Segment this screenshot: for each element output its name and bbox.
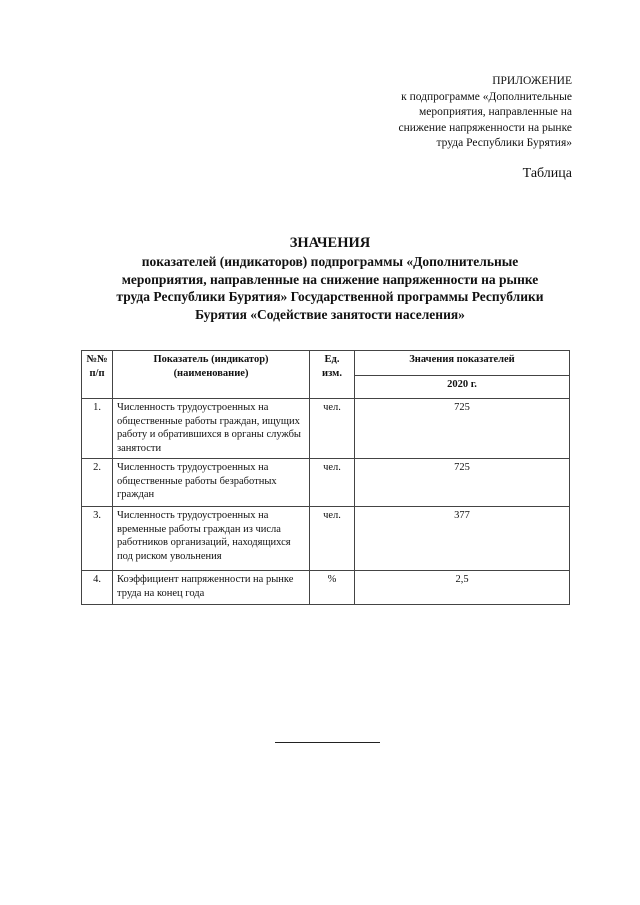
heading-subtitle-line: труда Республики Бурятия» Государственной программы Республики: [116, 289, 544, 304]
row-num: 3.: [82, 507, 113, 571]
table-row: [82, 459, 570, 507]
row-name: Численность трудоустроенных на общественные работы безработных граждан: [113, 459, 310, 507]
row-unit: %: [310, 571, 355, 605]
header-values: Значения показателей: [355, 351, 570, 376]
row-name: Коэффициент напряженности на рынке труда на конец года: [113, 571, 310, 605]
appendix-line: мероприятия, направленные на: [419, 106, 572, 118]
end-divider: [275, 742, 380, 743]
heading-subtitle-line: Бурятия «Содействие занятости населения»: [195, 306, 465, 322]
row-value: 377: [355, 507, 570, 571]
header-name: Показатель (индикатор) (наименование): [113, 351, 310, 399]
heading-subtitle-line: показателей (индикаторов) подпрограммы «Дополнительные: [141, 254, 519, 269]
row-unit: чел.: [310, 399, 355, 459]
row-name: Численность трудоустроенных на общественные работы граждан, ищущих работу и обратившихся в органы службы занятости: [113, 399, 310, 459]
row-unit: чел.: [310, 507, 355, 571]
appendix-title: ПРИЛОЖЕНИЕ: [492, 75, 572, 87]
heading-subtitle-line: мероприятия, направленные на снижение напряженности на рынке: [121, 271, 539, 287]
appendix-line: к подпрограмме «Дополнительные: [401, 90, 572, 103]
heading-title: ЗНАЧЕНИЯ: [289, 235, 371, 251]
appendix-line: труда Республики Бурятия»: [436, 137, 572, 149]
row-value: 725: [355, 399, 570, 459]
table-row: [82, 571, 570, 605]
appendix-line: снижение напряженности на рынке: [398, 121, 572, 134]
appendix-block: [342, 74, 572, 152]
header-num: №№ п/п: [82, 351, 113, 399]
header-year: 2020 г.: [355, 376, 570, 399]
header-unit: Ед. изм.: [310, 351, 355, 399]
table-caption: Таблица: [522, 166, 572, 181]
indicators-table: [81, 350, 570, 605]
document-heading: [70, 234, 590, 323]
row-num: 4.: [82, 571, 113, 605]
row-num: 2.: [82, 459, 113, 507]
row-name: Численность трудоустроенных на временные работы граждан из числа работников организаций, находящихся под риском увольнения: [113, 507, 310, 571]
row-value: 2,5: [355, 571, 570, 605]
table-row: [82, 399, 570, 459]
table-row: [82, 507, 570, 571]
table-header-row: [82, 351, 570, 376]
row-num: 1.: [82, 399, 113, 459]
row-value: 725: [355, 459, 570, 507]
row-unit: чел.: [310, 459, 355, 507]
